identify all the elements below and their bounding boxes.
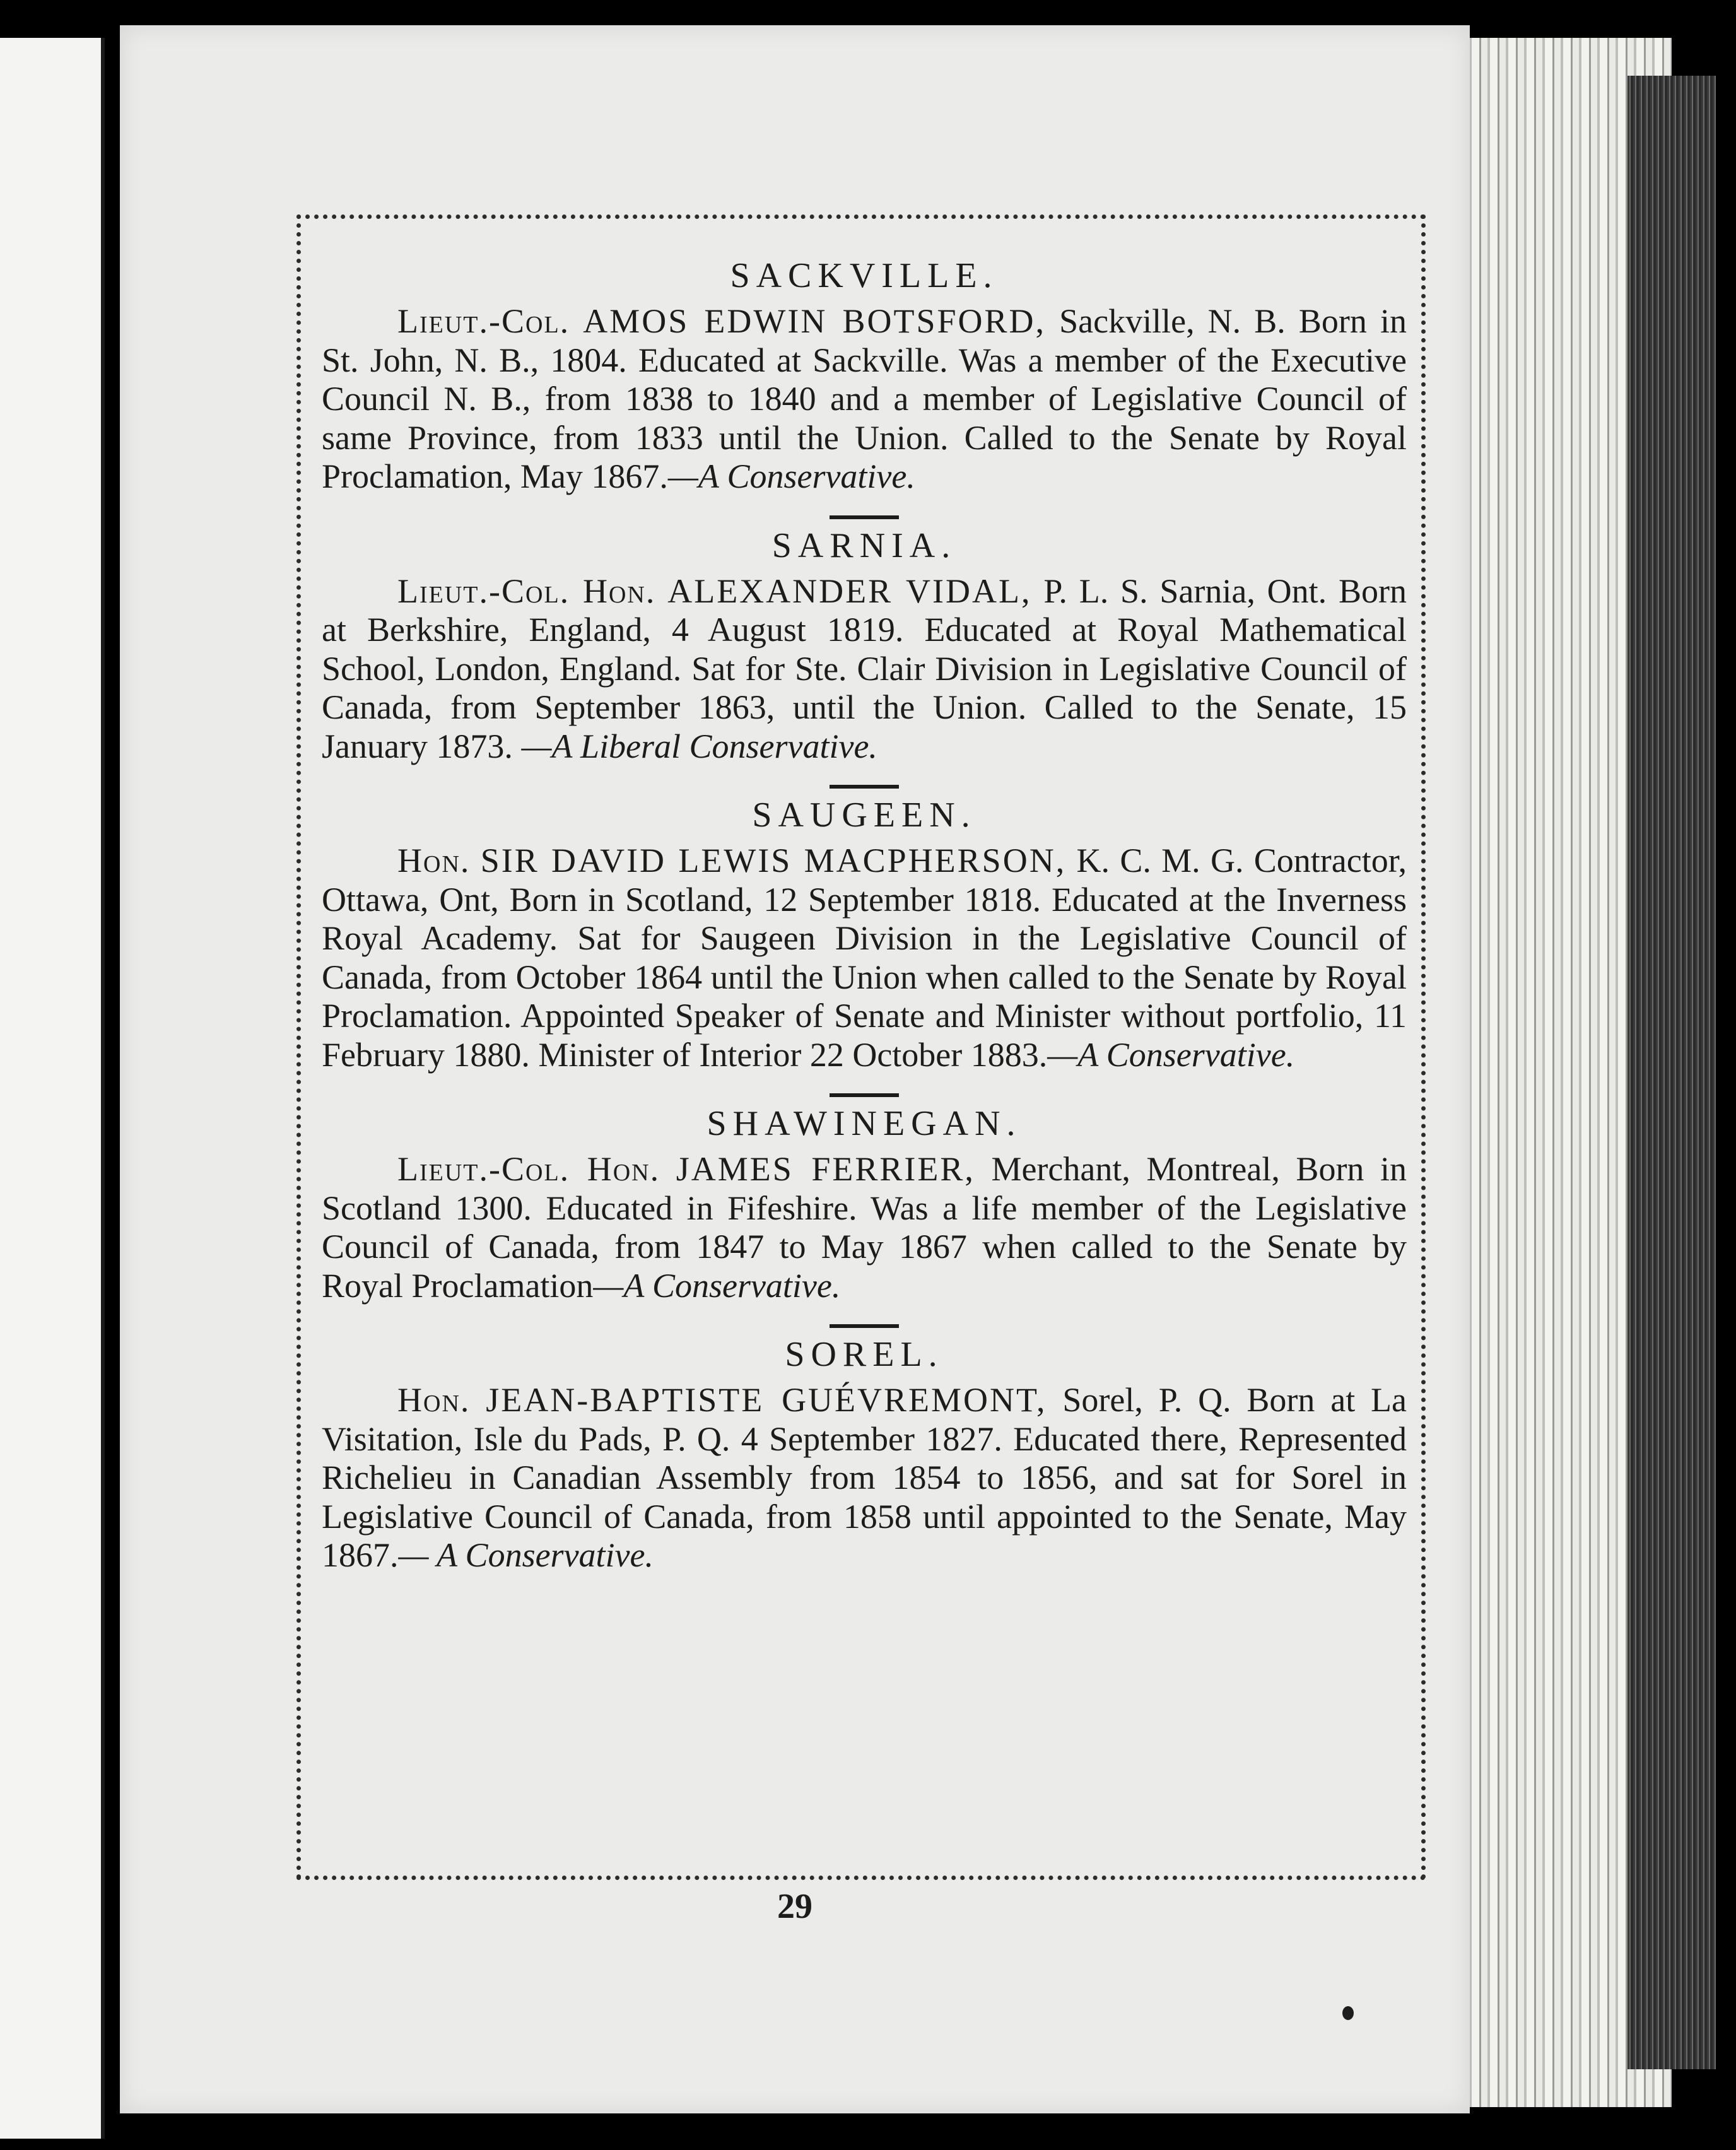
division-heading: SACKVILLE. (730, 256, 999, 295)
biography (322, 1381, 1407, 1575)
division-heading: SAUGEEN. (752, 796, 976, 835)
senator-entries (322, 249, 1407, 1575)
division-heading: SHAWINEGAN. (707, 1104, 1022, 1143)
honorific: Lieut.-Col. Hon. (397, 1150, 660, 1188)
honorific: Lieut.-Col. (397, 302, 570, 340)
party-affiliation: —A Liberal Conservative. (521, 727, 877, 765)
entry-sarnia (322, 519, 1407, 789)
party-affiliation: —A Conservative. (1047, 1035, 1295, 1074)
senator-name: SIR DAVID LEWIS MACPHERSON, (480, 842, 1067, 879)
entry-sackville (322, 249, 1407, 519)
party-affiliation: —A Conservative. (593, 1266, 841, 1305)
senator-name: ALEXANDER VIDAL, (667, 572, 1032, 610)
biography-text: Merchant, Montreal, Born in Scotland 1300. Educated in Fifeshire. Was a life member of the Legislative Council of Canada, from 1847 to May 1867 when called to the Senate by Royal Proclamation (322, 1150, 1407, 1305)
senator-name: JAMES FERRIER, (676, 1150, 975, 1188)
honorific: Hon. (397, 1381, 471, 1419)
party-affiliation: — A Conservative. (398, 1536, 654, 1574)
ink-speck (1342, 2006, 1354, 2020)
biography (322, 1150, 1407, 1305)
biography (322, 572, 1407, 767)
biography-text: Sackville, N. B. Born in St. John, N. B., 1804. Educated at Sackville. Was a member of the Executive Council N. B., from 1838 to 1840 and a member of Legislative Council of same Province, from 1833 until the Union. Called to the Senate by Royal Proclamation, May 1867. (322, 302, 1407, 495)
biography-text: K. C. M. G. Contractor, Ottawa, Ont, Born in Scotland, 12 September 1818. Educated at the Inverness Royal Academy. Sat for Saugeen Division in the Legislative Council of Canada, from October 1864 until the Union when called to the Senate by Royal Proclamation. Appointed Speaker of Senate and Minister without portfolio, 11 February 1880. Minister of Interior 22 October 1883. (322, 842, 1407, 1074)
biography (322, 302, 1407, 496)
stacked-page-edges (1445, 38, 1672, 2107)
division-heading: SOREL. (785, 1335, 944, 1374)
honorific: Hon. (397, 842, 471, 879)
book-page (120, 25, 1470, 2113)
book-cover-edge (1628, 76, 1716, 2069)
biography-text: P. L. S. Sarnia, Ont. Born at Berkshire, England, 4 August 1819. Educated at Royal Mathematical School, London, England. Sat for Ste. Clair Division in Legislative Council of Canada, from September 1863, until the Union. Called to the Senate, 15 January 1873. (322, 572, 1407, 765)
biography-text: Sorel, P. Q. Born at La Visitation, Isle du Pads, P. Q. 4 September 1827. Educated there, Represented Richelieu in Canadian Assembly from 1854 to 1856, and sat for Sorel in Legislative Council of Canada, from 1858 until appointed to the Senate, May 1867. (322, 1381, 1407, 1574)
senator-name: JEAN-BAPTISTE GUÉVREMONT, (486, 1381, 1047, 1419)
biography (322, 842, 1407, 1074)
entry-saugeen (322, 789, 1407, 1097)
senator-name: AMOS EDWIN BOTSFORD, (583, 302, 1047, 340)
division-heading: SARNIA. (771, 526, 957, 565)
facing-page-edge (0, 38, 105, 2139)
entry-shawinegan (322, 1097, 1407, 1328)
entry-sorel (322, 1328, 1407, 1575)
honorific: Lieut.-Col. Hon. (397, 572, 656, 610)
party-affiliation: —A Conservative. (667, 457, 915, 495)
page-number: 29 (777, 1887, 812, 1926)
